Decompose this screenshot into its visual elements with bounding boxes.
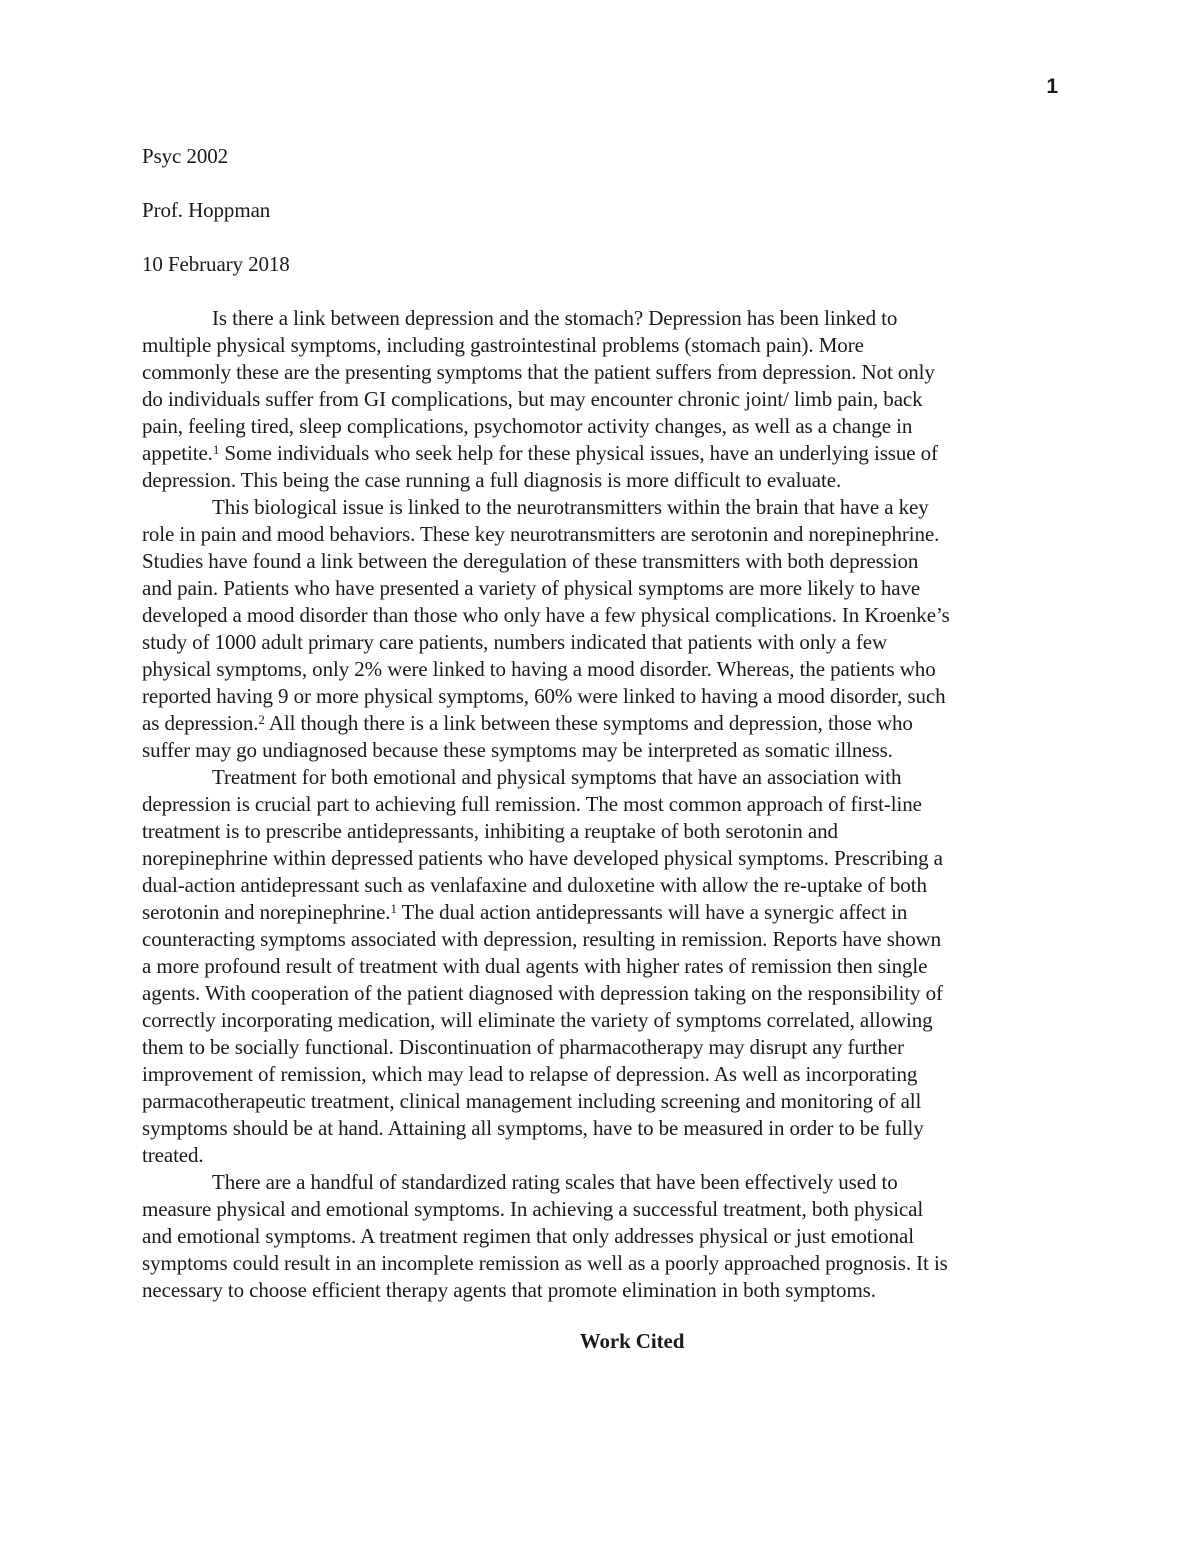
text-line: Studies have found a link between the deregulation of these transmitters with both depression	[142, 549, 919, 573]
text-line: parmacotherapeutic treatment, clinical management including screening and monitoring of all	[142, 1089, 922, 1113]
footnote-reference: 2	[258, 712, 265, 727]
footnote-reference: 1	[390, 901, 397, 916]
text-line: do individuals suffer from GI complications, but may encounter chronic joint/ limb pain, back	[142, 387, 923, 411]
text-line	[142, 710, 1062, 737]
paragraph	[142, 494, 1062, 764]
text-line: treatment is to prescribe antidepressants, inhibiting a reuptake of both serotonin and	[142, 819, 838, 843]
paragraph	[142, 764, 1062, 1169]
text-line: treated.	[142, 1143, 204, 1167]
text-line: and emotional symptoms. A treatment regimen that only addresses physical or just emotional	[142, 1224, 914, 1248]
text-line: improvement of remission, which may lead to relapse of depression. As well as incorporating	[142, 1062, 918, 1086]
text-line: symptoms could result in an incomplete remission as well as a poorly approached prognosis. It is	[142, 1251, 948, 1275]
essay-paragraphs	[142, 305, 1062, 1304]
paragraph	[142, 305, 1062, 494]
text-line: This biological issue is linked to the neurotransmitters within the brain that have a key	[212, 495, 929, 519]
text-line: There are a handful of standardized rating scales that have been effectively used to	[212, 1170, 898, 1194]
text-line: role in pain and mood behaviors. These key neurotransmitters are serotonin and norepinephrine.	[142, 522, 940, 546]
footnote-reference: 1	[212, 442, 220, 457]
text-segment: Some individuals who seek help for these physical issues, have an underlying issue of	[219, 441, 938, 465]
text-line: reported having 9 or more physical symptoms, 60% were linked to having a mood disorder, such	[142, 684, 946, 708]
text-line: depression is crucial part to achieving full remission. The most common approach of first-line	[142, 792, 922, 816]
text-segment: The dual action antidepressants will have a synergic affect in	[396, 900, 908, 924]
text-line: correctly incorporating medication, will eliminate the variety of symptoms correlated, allowing	[142, 1008, 933, 1032]
text-line: Is there a link between depression and the stomach? Depression has been linked to	[212, 306, 898, 330]
text-line: Treatment for both emotional and physical symptoms that have an association with	[212, 765, 902, 789]
document-body	[142, 143, 1062, 1355]
text-line: and pain. Patients who have presented a variety of physical symptoms are more likely to have	[142, 576, 921, 600]
page-number: 1	[1046, 75, 1058, 98]
text-line: commonly these are the presenting symptoms that the patient suffers from depression. Not only	[142, 360, 935, 384]
text-segment: appetite.	[142, 441, 213, 465]
text-line: study of 1000 adult primary care patients, numbers indicated that patients with only a few	[142, 630, 888, 654]
text-line: necessary to choose efficient therapy agents that promote elimination in both symptoms.	[142, 1278, 876, 1302]
text-line: suffer may go undiagnosed because these symptoms may be interpreted as somatic illness.	[142, 738, 893, 762]
text-line: agents. With cooperation of the patient diagnosed with depression taking on the responsibility of	[142, 981, 943, 1005]
text-line	[142, 899, 1062, 926]
text-line: pain, feeling tired, sleep complications, psychomotor activity changes, as well as a change in	[142, 414, 913, 438]
text-segment: serotonin and norepinephrine.	[142, 900, 391, 924]
text-line: them to be socially functional. Discontinuation of pharmacotherapy may disrupt any further	[142, 1035, 904, 1059]
text-segment: All though there is a link between these symptoms and depression, those who	[264, 711, 913, 735]
text-line	[142, 440, 1062, 467]
course-name: Psyc 2002	[142, 144, 229, 168]
text-line: developed a mood disorder than those who only have a few physical complications. In Kroenke’s	[142, 603, 950, 627]
paragraph	[142, 1169, 1062, 1304]
text-line: physical symptoms, only 2% were linked to having a mood disorder. Whereas, the patients who	[142, 657, 936, 681]
text-segment: as depression.	[142, 711, 259, 735]
text-line: counteracting symptoms associated with depression, resulting in remission. Reports have shown	[142, 927, 942, 951]
text-line: depression. This being the case running a full diagnosis is more difficult to evaluate.	[142, 468, 842, 492]
professor-name: Prof. Hoppman	[142, 198, 271, 222]
document-date: 10 February 2018	[142, 252, 290, 276]
text-line: multiple physical symptoms, including gastrointestinal problems (stomach pain). More	[142, 333, 864, 357]
text-line: symptoms should be at hand. Attaining all symptoms, have to be measured in order to be fully	[142, 1116, 924, 1140]
works-cited-heading: Work Cited	[579, 1329, 685, 1353]
text-line: a more profound result of treatment with dual agents with higher rates of remission then single	[142, 954, 928, 978]
text-line: measure physical and emotional symptoms. In achieving a successful treatment, both physical	[142, 1197, 924, 1221]
text-line: dual-action antidepressant such as venlafaxine and duloxetine with allow the re-uptake of both	[142, 873, 927, 897]
text-line: norepinephrine within depressed patients who have developed physical symptoms. Prescribing a	[142, 846, 943, 870]
